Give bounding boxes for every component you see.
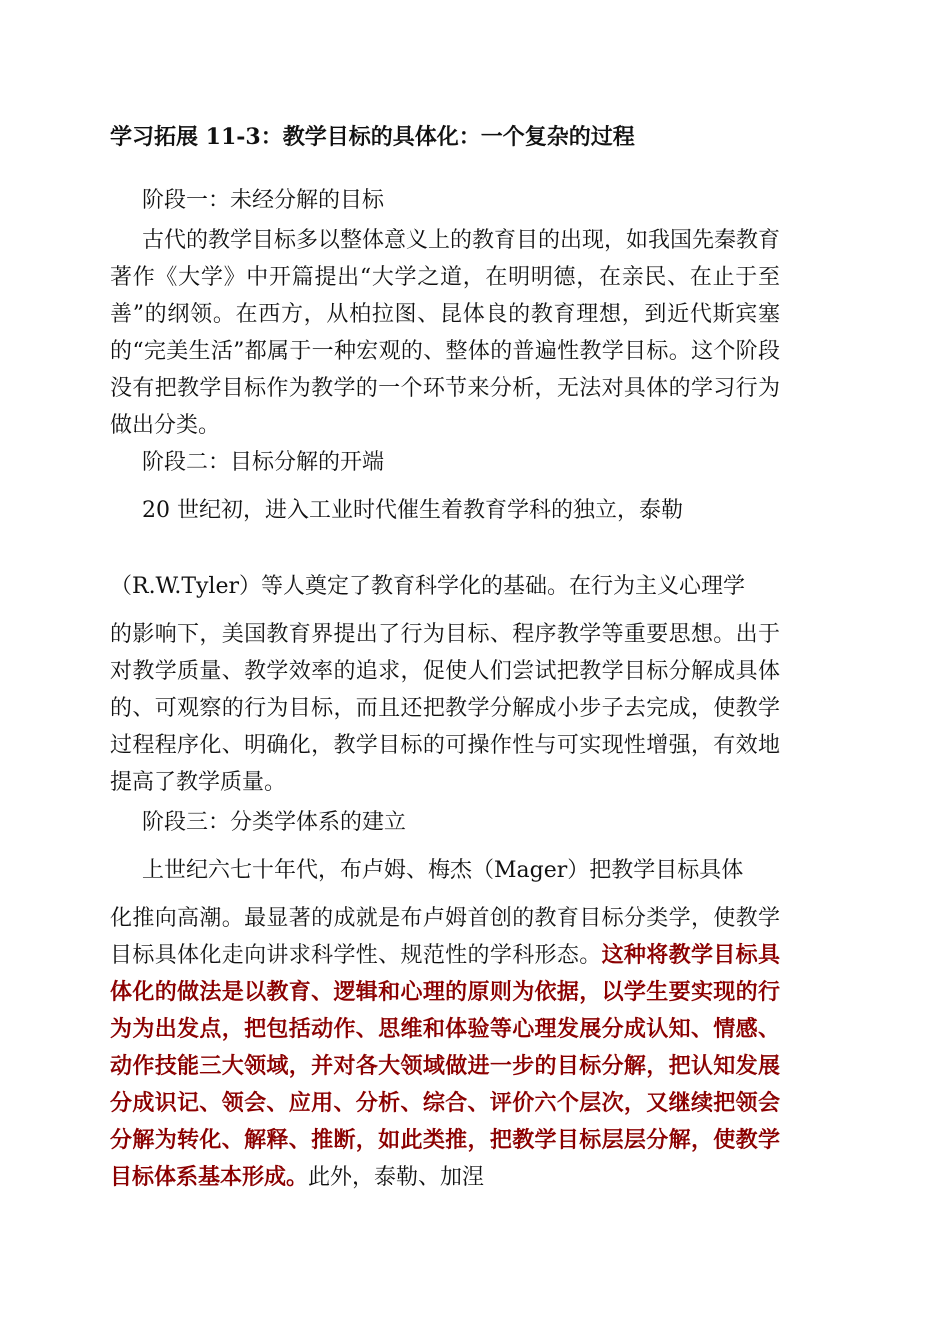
- stage3-paragraph: [110, 900, 780, 1196]
- stage1-heading: 阶段一：未经分解的目标: [142, 188, 385, 213]
- stage3-plain-text: 化推向高潮。最显著的成就是布卢姆首创的教育目标分类学，使教学目标具体化走向讲求科学性、规范性的学科形态。: [110, 906, 780, 968]
- stage3-tail-text: 此外，泰勒、加涅: [308, 1165, 485, 1190]
- stage2-paragraph: 的影响下，美国教育界提出了行为目标、程序教学等重要思想。出于对教学质量、教学效率的追求，促使人们尝试把教学目标分解成具体的、可观察的行为目标，而且还把教学分解成小步子去完成，使教学过程程序化、明确化，教学目标的可操作性与可实现性增强，有效地提高了教学质量。: [110, 622, 780, 795]
- stage3-line1: 上世纪六七十年代，布卢姆、梅杰（Mager）把教学目标具体: [142, 858, 744, 883]
- stage3-heading: 阶段三：分类学体系的建立: [142, 810, 407, 835]
- page-title: 学习拓展 11-3：教学目标的具体化：一个复杂的过程: [110, 124, 635, 150]
- stage3-emphasis-text: 这种将教学目标具体化的做法是以教育、逻辑和心理的原则为依据，以学生要实现的行为为出发点，把包括动作、思维和体验等心理发展分成认知、情感、动作技能三大领域，并对各大领域做进一步的目标分解，把认知发展分成识记、领会、应用、分析、综合、评价六个层次，又继续把领会分解为转化、解释、推断，如此类推，把教学目标层层分解，使教学目标体系基本形成。: [110, 942, 780, 1190]
- stage2-line2: （R.W.Tyler）等人奠定了教育科学化的基础。在行为主义心理学: [110, 574, 745, 599]
- stage2-line1: 20 世纪初，进入工业时代催生着教育学科的独立，泰勒: [142, 498, 683, 523]
- stage2-heading: 阶段二：目标分解的开端: [142, 450, 385, 475]
- stage1-paragraph: 古代的教学目标多以整体意义上的教育目的出现，如我国先秦教育著作《大学》中开篇提出“大学之道，在明明德，在亲民、在止于至善”的纲领。在西方，从柏拉图、昆体良的教育理想，到近代斯宾塞的“完美生活”都属于一种宏观的、整体的普遍性教学目标。这个阶段没有把教学目标作为教学的一个环节来分析，无法对具体的学习行为做出分类。: [110, 228, 781, 438]
